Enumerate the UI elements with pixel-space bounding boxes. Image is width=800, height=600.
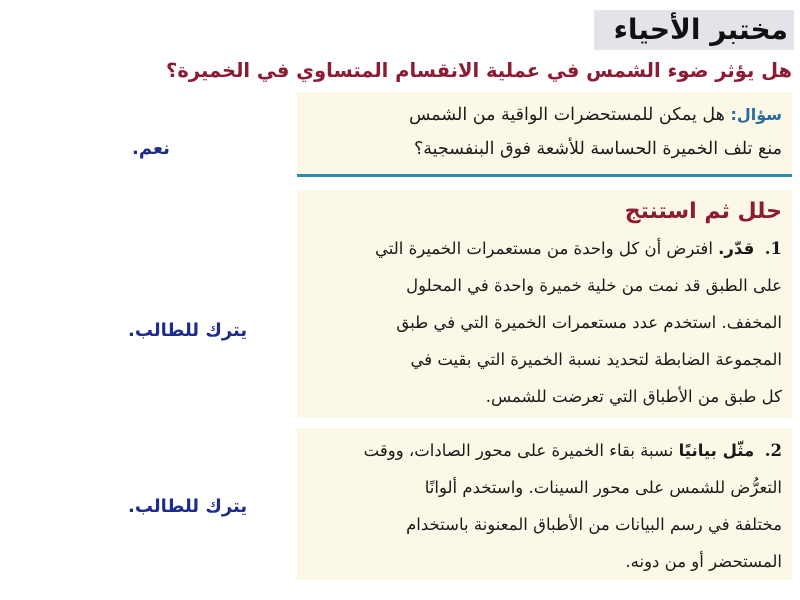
item-1-line-3: المخفف. استخدم عدد مستعمرات الخميرة التي في طبق [396, 313, 782, 332]
item-2-line-4: المستحضر أو من دونه. [625, 552, 782, 571]
item-2-answer: يترك للطالب. [128, 496, 248, 517]
analysis-title: حلل ثم استنتج [624, 199, 782, 224]
analysis-section [297, 190, 792, 418]
inquiry-line-1 [303, 98, 782, 132]
lab-question-heading: هل يؤثر ضوء الشمس في عملية الانقسام المتساوي في الخميرة؟ [166, 59, 792, 82]
analysis-item-1 [303, 230, 782, 415]
item-2-number: 2. [764, 441, 782, 460]
item-1-line-1 [303, 230, 782, 267]
inquiry-box [297, 92, 792, 177]
item-2-line-3: مختلفة في رسم البيانات من الأطباق المعنونة باستخدام [406, 515, 782, 534]
item-1-text-1: افترض أن كل واحدة من مستعمرات الخميرة التي [375, 239, 719, 258]
analysis-item-2-box [297, 428, 792, 580]
item-2-line-2: التعرُّض للشمس على محور السينات. واستخدم ألوانًا [424, 478, 782, 497]
inquiry-label: سؤال: [730, 105, 782, 124]
inquiry-answer: نعم. [132, 138, 170, 159]
item-2-line-1 [303, 432, 782, 469]
item-1-answer: يترك للطالب. [128, 320, 248, 341]
item-1-line-4: المجموعة الضابطة لتحديد نسبة الخميرة التي بقيت في [410, 350, 782, 369]
item-1-line-2: على الطبق قد نمت من خلية خميرة واحدة في المحلول [406, 276, 782, 295]
item-1-number: 1. [764, 239, 782, 258]
item-2-text-1: نسبة بقاء الخميرة على محور الصادات، ووقت [363, 441, 679, 460]
inquiry-line-2: منع تلف الخميرة الحساسة للأشعة فوق البنفسجية؟ [413, 139, 782, 159]
analysis-item-2 [303, 432, 782, 580]
item-1-line-5: كل طبق من الأطباق التي تعرضت للشمس. [485, 387, 782, 406]
inquiry-text-1: هل يمكن للمستحضرات الواقية من الشمس [408, 105, 731, 125]
page-title: مختبر الأحياء [594, 10, 794, 50]
item-1-keyword: قدّر. [718, 239, 755, 258]
item-2-keyword: مثّل بيانيًا [678, 441, 755, 460]
